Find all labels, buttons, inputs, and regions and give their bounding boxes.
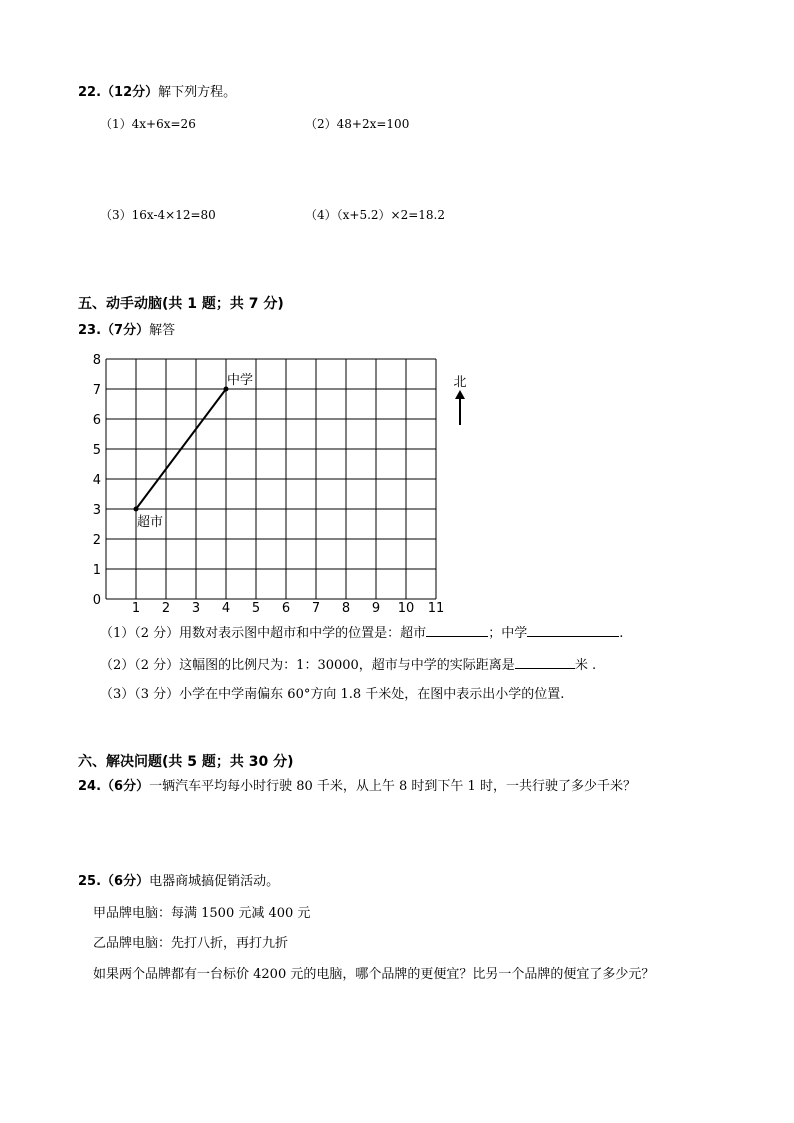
x-tick-label: 2 [161,601,171,616]
q23-score: （7分） [101,323,150,338]
q25-stem: 电器商城搞促销活动。 [149,874,280,889]
q25-line-2: 乙品牌电脑：先打八折，再打九折 [93,936,289,951]
q23-sub1-end: . [619,626,624,641]
x-tick-label: 7 [311,601,321,616]
y-tick-label: 7 [92,383,101,398]
section-6-title: 六、解决问题(共 5 题；共 30 分) [78,754,294,770]
q24-number: 24. [78,779,102,794]
y-tick-label: 3 [92,503,101,518]
equation: 48+2x=100 [336,117,410,131]
x-tick-label: 1 [131,601,141,616]
y-tick-label: 8 [92,353,101,368]
x-tick-label: 9 [371,601,381,616]
item-label: （1） [100,117,132,131]
y-tick-label: 6 [92,413,101,428]
answer-blank-supermarket[interactable] [426,623,488,637]
item-label: （4） [305,208,337,222]
q25-number: 25. [78,874,102,889]
q23-sub1 [100,623,623,642]
q24-score: （6分） [101,779,150,794]
y-tick-label: 5 [92,443,101,458]
plot-marks [134,372,254,530]
item-label: （2） [305,117,337,131]
q23-sub1-text: （1）（2 分）用数对表示图中超市和中学的位置是：超市 [100,626,427,641]
q25-header [78,874,279,890]
q23-sub1-mid: ；中学 [488,626,528,641]
equation: （x+5.2）×2=18.2 [336,208,446,222]
point-label: 超市 [137,515,164,530]
q24-text: 一辆汽车平均每小时行驶 80 千米，从上午 8 时到下午 1 时，一共行驶了多少千米？ [149,779,636,794]
x-tick-label: 10 [397,601,415,616]
north-arrow-icon [453,375,466,425]
q25-line-1: 甲品牌电脑：每满 1500 元减 400 元 [93,906,311,921]
q23-sub3: （3）（3 分）小学在中学南偏东 60°方向 1.8 千米处，在图中表示出小学的位置. [100,687,565,702]
tick-labels [93,353,445,616]
q22-number: 22. [78,85,102,100]
q24 [78,779,636,795]
x-tick-label: 5 [251,601,261,616]
equation: 16x-4×12=80 [131,208,216,222]
item-label: （3） [100,208,132,222]
q22-score: （12分） [101,85,159,100]
q23-sub2-end: 米 . [574,658,597,673]
x-tick-label: 3 [191,601,201,616]
q25-score: （6分） [101,874,150,889]
y-tick-label: 1 [92,563,101,578]
x-tick-label: 8 [341,601,351,616]
y-tick-label: 2 [92,533,101,548]
answer-blank-distance[interactable] [515,655,575,669]
section-5-title: 五、动手动脑(共 1 题；共 7 分) [78,296,284,312]
point-label: 中学 [227,373,254,388]
answer-blank-school[interactable] [527,623,619,637]
q23-stem: 解答 [149,323,176,338]
x-tick-label: 6 [281,601,291,616]
equation: 4x+6x=26 [131,117,196,131]
y-tick-label: 0 [92,593,101,608]
q23-sub2-text: （2）（2 分）这幅图的比例尺为：1：30000，超市与中学的实际距离是 [100,658,515,673]
q23-sub2 [100,655,596,674]
y-tick-label: 4 [92,473,101,488]
x-tick-label: 11 [427,601,445,616]
plot-point [134,507,139,512]
q25-line-3: 如果两个品牌都有一台标价 4200 元的电脑，哪个品牌的更便宜？比另一个品牌的便宜了多少元？ [93,967,655,982]
q23-number: 23. [78,323,102,338]
x-tick-label: 4 [221,601,231,616]
grid-lines [106,359,436,599]
q22-stem: 解下列方程。 [158,85,237,100]
north-label: 北 [453,375,467,390]
